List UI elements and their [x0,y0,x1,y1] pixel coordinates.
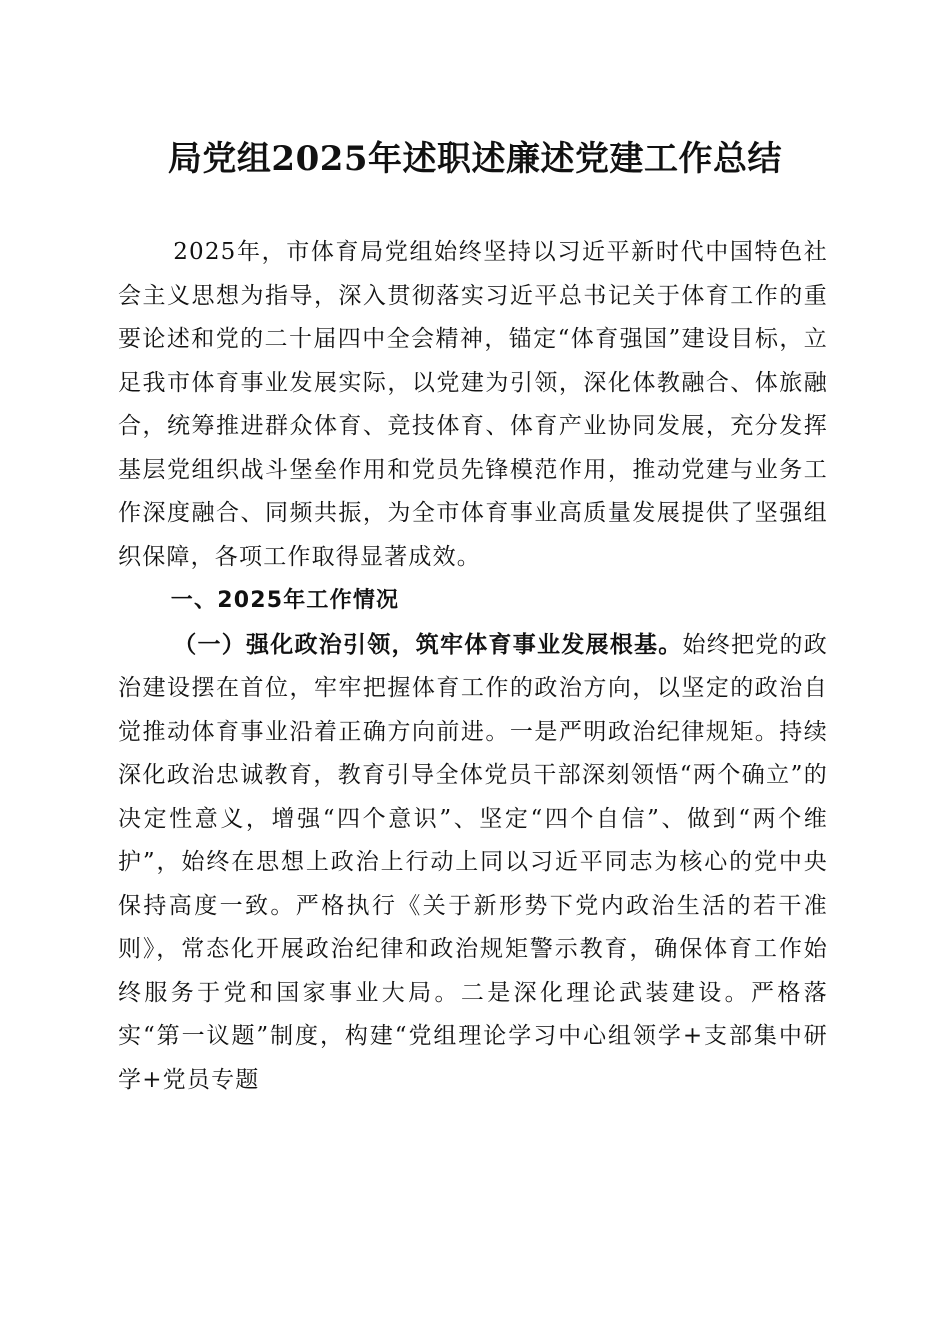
section-heading: 一、2025年工作情况 [170,588,400,613]
document-body [118,231,828,1102]
subsection-body: 始终把党的政治建设摆在首位，牢牢把握体育工作的政治方向，以坚定的政治自觉推动体育事业沿着正确方向前进。一是严明政治纪律规矩。持续深化政治忠诚教育，教育引导全体党员干部深刻领悟“两个确立”的决定性意义，增强“四个意识”、坚定“四个自信”、做到“两个维护”，始终在思想上政治上行动上同以习近平同志为核心的党中央保持高度一致。严格执行《关于新形势下党内政治生活的若干准则》，常态化开展政治纪律和政治规矩警示教育，确保体育工作始终服务于党和国家事业大局。二是深化理论武装建设。严格落实“第一议题”制度，构建“党组理论学习中心组领学+支部集中研学+党员专题 [118,631,829,1093]
document-title: 局党组2025年述职述廉述党建工作总结 [167,139,783,179]
subsection-paragraph [118,623,828,1103]
intro-paragraph: 2025年，市体育局党组始终坚持以习近平新时代中国特色社会主义思想为指导，深入贯彻落实习近平总书记关于体育工作的重要论述和党的二十届四中全会精神，锚定“体育强国”建设目标，立足我市体育事业发展实际，以党建为引领，深化体教融合、体旅融合，统筹推进群众体育、竞技体育、体育产业协同发展，充分发挥基层党组织战斗堡垒作用和党员先锋模范作用，推动党建与业务工作深度融合、同频共振，为全市体育事业高质量发展提供了坚强组织保障，各项工作取得显著成效。 [118,239,828,570]
subsection-heading: （一）强化政治引领，筑牢体育事业发展根基。 [173,630,683,658]
